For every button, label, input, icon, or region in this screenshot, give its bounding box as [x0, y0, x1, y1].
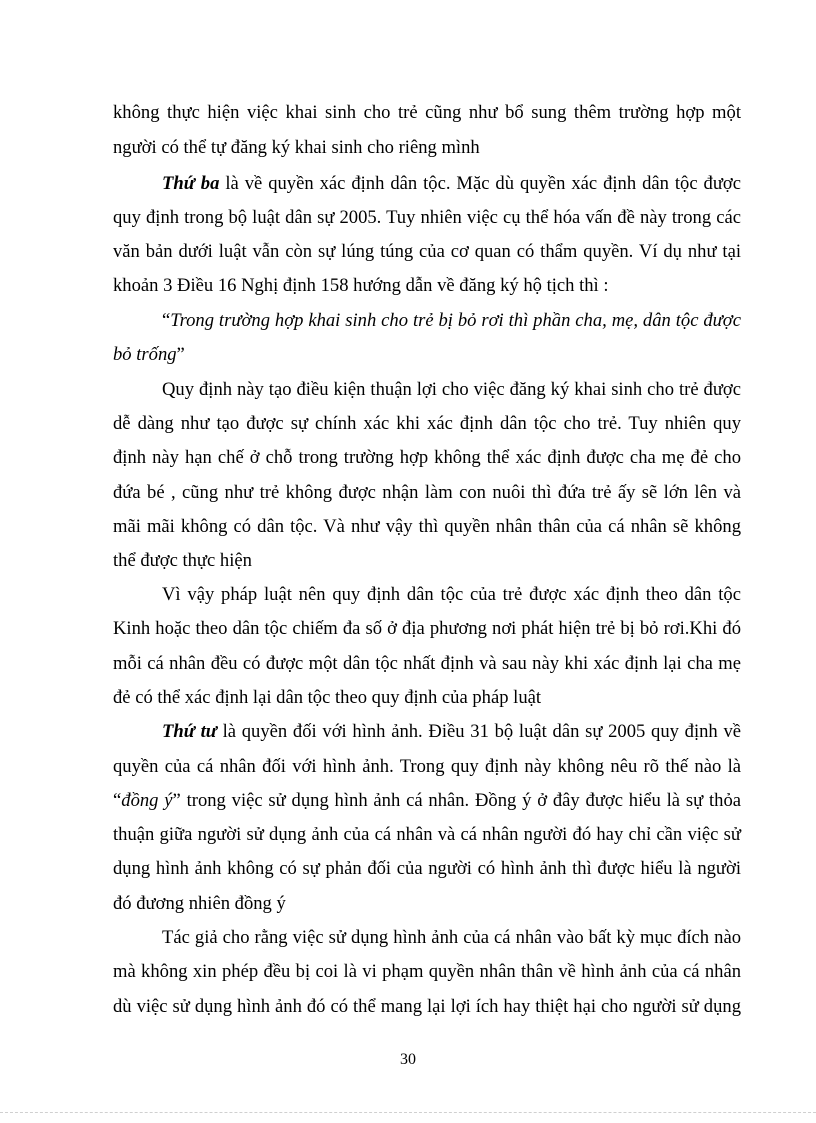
body-line: mỗi cá nhân đều có được một dân tộc nhất định và sau này khi xác định lại cha mẹ [113, 653, 741, 674]
body-line: mãi mãi không có dân tộc. Và như vậy thì quyền nhân thân của cá nhân sẽ không [113, 516, 741, 537]
section-lead: Thứ tư [162, 721, 217, 742]
body-line: đứa bé , cũng như trẻ không được nhận làm con nuôi thì đứa trẻ ấy sẽ lớn lên và [113, 482, 741, 503]
quote-line: bỏ trống” [113, 344, 185, 365]
body-line: Thứ tư là quyền đối với hình ảnh. Điều 31 bộ luật dân sự 2005 quy định về [162, 721, 741, 742]
body-line: quyền của cá nhân đối với hình ảnh. Trong quy định này không nêu rõ thế nào là [113, 756, 741, 777]
body-line: đó đương nhiên đồng ý [113, 893, 286, 914]
page-bottom-divider [0, 1112, 816, 1113]
body-line: đẻ có thể xác định lại dân tộc theo quy định của pháp luật [113, 687, 542, 708]
body-line: người có thể tự đăng ký khai sinh cho riêng mình [113, 137, 480, 158]
body-line: Thứ ba là về quyền xác định dân tộc. Mặc dù quyền xác định dân tộc được [162, 173, 741, 194]
body-line: “đồng ý” trong việc sử dụng hình ảnh cá nhân. Đồng ý ở đây được hiểu là sự thỏa [113, 790, 741, 811]
body-line: dụng hình ảnh không có sự phản đối của người có hình ảnh thì được hiểu là người [113, 858, 741, 879]
body-line: Kinh hoặc theo dân tộc chiếm đa số ở địa phương nơi phát hiện trẻ bị bỏ rơi.Khi đó [113, 618, 741, 639]
body-line: định này hạn chế ở chỗ trong trường hợp không thể xác định được cha mẹ đẻ cho [113, 447, 741, 468]
body-line: mà không xin phép đều bị coi là vi phạm quyền nhân thân về hình ảnh của cá nhân [113, 961, 741, 982]
body-line: văn bản dưới luật vẫn còn sự lúng túng của cơ quan có thẩm quyền. Ví dụ như tại [113, 241, 741, 262]
body-line: thể được thực hiện [113, 550, 252, 571]
body-line: dễ dàng như tạo được sự chính xác khi xác định dân tộc cho trẻ. Tuy nhiên quy [113, 413, 741, 434]
body-line: Tác giả cho rằng việc sử dụng hình ảnh của cá nhân vào bất kỳ mục đích nào [162, 927, 741, 948]
body-line: Vì vậy pháp luật nên quy định dân tộc của trẻ được xác định theo dân tộc [162, 584, 741, 605]
body-line: quy định trong bộ luật dân sự 2005. Tuy nhiên việc cụ thể hóa vấn đề này trong các [113, 207, 741, 228]
body-line: khoản 3 Điều 16 Nghị định 158 hướng dẫn về đăng ký hộ tịch thì : [113, 275, 609, 296]
page-number: 30 [400, 1051, 416, 1068]
quote-line: “Trong trường hợp khai sinh cho trẻ bị bỏ rơi thì phần cha, mẹ, dân tộc được [162, 310, 741, 331]
section-lead: Thứ ba [162, 173, 220, 194]
body-line: không thực hiện việc khai sinh cho trẻ cũng như bổ sung thêm trường hợp một [113, 102, 741, 123]
body-line: Quy định này tạo điều kiện thuận lợi cho việc đăng ký khai sinh cho trẻ được [162, 379, 741, 400]
body-line: thuận giữa người sử dụng ảnh của cá nhân và cá nhân người đó hay chỉ cần việc sử [113, 824, 741, 845]
body-line: dù việc sử dụng hình ảnh đó có thể mang lại lợi ích hay thiệt hại cho người sử dụng [113, 996, 741, 1017]
